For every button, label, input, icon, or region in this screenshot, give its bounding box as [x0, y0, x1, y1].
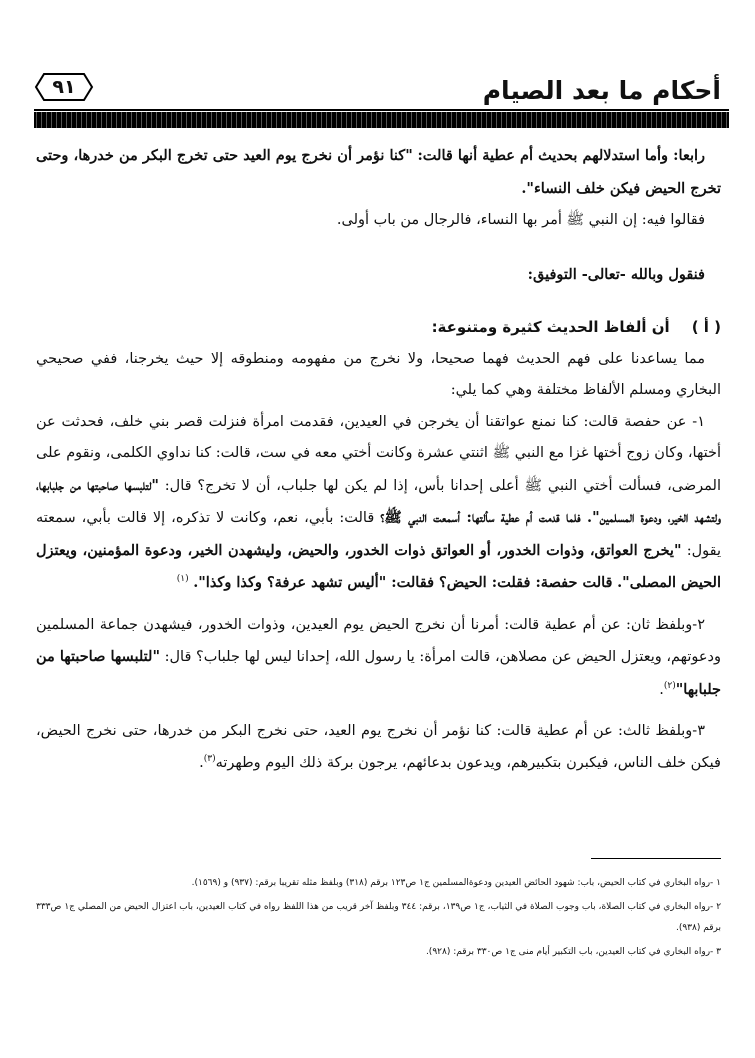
fourth-argument-quote: "كنا نؤمر أن نخرج يوم العيد حتى تخرج البكر من خدرها، وحتى تخرج الحيض فيكن خلف النساء".	[36, 147, 721, 197]
book-title: أحكام ما بعد الصيام	[482, 76, 721, 105]
footnotes	[36, 873, 721, 966]
footnote-ref-1: (١)	[176, 574, 189, 585]
first-narration-hafsa: قالت حفصة: فقلت: الحيض؟ فقالت: "أليس تشهد عرفة؟ وكذا وكذا".	[193, 574, 613, 591]
second-narration-quote: "لتلبسها صاحبتها من جلبابها"	[36, 648, 721, 698]
third-narration-text: ٣-وبلفظ ثالث: عن أم عطية قالت: كنا نؤمر أن نخرج يوم العيد، حتى نخرج البكر من خدرها، حتى نخرج الحيض، فيكن خلف الناس، فيكبرن بتكبيرهم، ويدعون بدعائهم، يرجون بركة ذلك اليوم وطهرته	[36, 723, 721, 771]
first-narration-quote: "لتلبسها صاحبتها من جلبابها، ولتشهد الخير، ودعوة المسلمين". فلما قدمت أم عطية سألتها: أسمعت النبي ﷺ؟	[36, 476, 721, 526]
section-heading-marker: ( أ )	[691, 318, 721, 336]
footnote-2: ٢ -رواه البخاري في كتاب الصلاة، باب وجوب الصلاة في الثياب، ج١ ص١٣٩، برقم: ٣٤٤ وبلفظ آخر قريب من هذا اللفظ رواه في كتاب العيدين، باب اعتزال الحيض من المصلي ج١ ص٣٣٣ برقم (٩٣٨).	[36, 902, 722, 933]
first-narration-text: ١- عن حفصة قالت: كنا نمنع عواتقنا أن يخرجن في العيدين، فقدمت امرأة فنزلت قصر بني خلف، فحدثت عن أختها، وكان زوج أختها غزا مع النبي ﷺ اثنتي عشرة وكانت أختي معه في ست، قالت: كنا نداوي الكلمى، ونقوم على المرضى، فسألت أختي النبي ﷺ أعلى إحدانا بأس، إذا لم يكن لها جلباب، أن لا تخرج؟ قال:	[36, 413, 722, 494]
header-rule-line	[34, 109, 729, 111]
paragraph-their-claim: فقالوا فيه: إن النبي ﷺ أمر بها النساء، فالرجال من باب أولى.	[336, 212, 705, 228]
section-heading	[36, 312, 721, 344]
paragraph-hadith-wordings-intro: مما يساعدنا على فهم الحديث فهما صحيحا، ولا نخرج من مفهومه ومنطوقه إلا حيث يخرجنا، ففي صحيحي البخاري ومسلم الألفاظ مختلفة وهي كما يلي:	[36, 350, 721, 398]
section-heading-text: أن ألفاظ الحديث كثيرة ومتنوعة:	[431, 318, 670, 336]
paragraph-third-narration: ٣-وبلفظ ثالث: عن أم عطية قالت: كنا نؤمر أن نخرج يوم العيد، حتى نخرج البكر من خدرها، حتى نخرج الحيض، فيكن خلف الناس، فيكبرن بتكبيرهم، ويدعون بدعائهم، يرجون بركة ذلك اليوم وطهرته$^{(٣)}$.	[36, 723, 721, 771]
paragraph-second-narration: ٢-وبلفظ ثان: عن أم عطية قالت: أمرنا أن نخرج الحيض يوم العيدين، وذوات الخدور، فيشهدن جماعة المسلمين ودعوتهم، ويعتزل الحيض عن مصلاهن، قالت امرأة: يا رسول الله، إحدانا ليس لها جلباب؟ قال: "لتلبسها صاحبتها من جلبابها"$^{(٢)}$.	[36, 616, 721, 698]
main-text	[36, 140, 721, 779]
footnote-ref-2: (٢)	[663, 680, 676, 691]
first-narration-answer: قالت: بأبي، نعم، وكانت لا تذكره، إلا قالت بأبي، سمعته يقول:	[36, 510, 722, 559]
page-number-badge	[34, 72, 94, 102]
paragraph-fourth-argument	[36, 140, 721, 205]
paragraph-first-narration	[36, 407, 721, 600]
paragraph-response-intro: فنقول وبالله -تعالى- التوفيق:	[527, 265, 705, 283]
footnote-separator	[591, 858, 721, 859]
footnote-1: ١ -رواه البخاري في كتاب الحيض، باب: شهود الحائض العيدين ودعوةالمسلمين ج١ ص١٢٣ برقم (٣١٨) وبلفظ مثله تقريبا برقم: (٩٣٧) و (١٥٦٩).	[191, 878, 721, 888]
page-number: ٩١	[52, 76, 76, 98]
first-narration-hadith: "يخرج العواتق، وذوات الخدور، أو العواتق ذوات الخدور، والحيض، وليشهدن الخير، ودعوة المؤمنين، ويعتزل الحيض المصلى".	[36, 541, 721, 591]
footnote-3: ٣ -رواه البخاري في كتاب العيدين، باب التكبير أيام منى ج١ ص٣٣٠ برقم: (٩٢٨).	[425, 947, 721, 957]
header-ornamental-rule	[34, 112, 729, 128]
fourth-argument-lead: رابعا: وأما استدلالهم بحديث أم عطية أنها قالت:	[417, 147, 706, 164]
footnote-ref-3: (٣)	[203, 753, 216, 764]
second-narration-text: ٢-وبلفظ ثان: عن أم عطية قالت: أمرنا أن نخرج الحيض يوم العيدين، وذوات الخدور، فيشهدن جماعة المسلمين ودعوتهم، ويعتزل الحيض عن مصلاهن، قالت امرأة: يا رسول الله، إحدانا ليس لها جلباب؟ قال:	[36, 616, 721, 665]
